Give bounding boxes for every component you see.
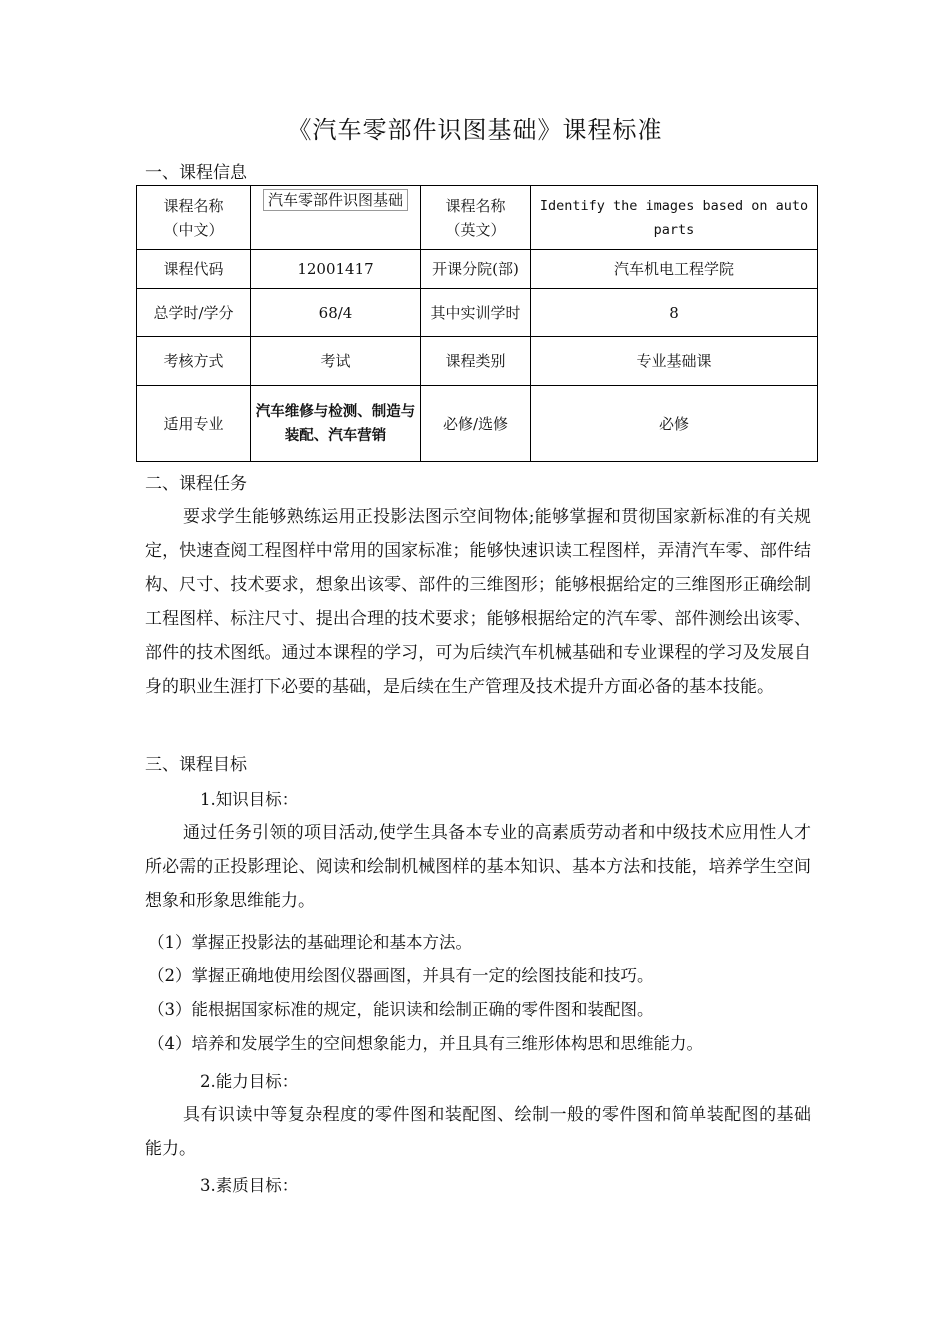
- required-label: 必修/选修: [421, 386, 531, 462]
- exam-value: 考试: [251, 337, 421, 386]
- table-row: [137, 289, 818, 337]
- code-label: 课程代码: [137, 250, 251, 289]
- knowledge-goal-heading: 1.知识目标：: [200, 790, 299, 809]
- practice-label: 其中实训学时: [421, 289, 531, 337]
- ability-goal-paragraph: 具有识读中等复杂程度的零件图和装配图、绘制一般的零件图和简单装配图的基础能力。: [145, 1105, 811, 1159]
- table-row: [137, 186, 818, 250]
- code-value: 12001417: [251, 250, 421, 289]
- name-en-label: 课程名称 （英文）: [421, 186, 531, 250]
- task-paragraph: 要求学生能够熟练运用正投影法图示空间物体;能够掌握和贯彻国家新标准的有关规定，快速查阅工程图样中常用的国家标准；能够快速识读工程图样，弄清汽车零、部件结构、尺寸、技术要求，想象出该零、部件的三维图形；能够根据给定的三维图形正确绘制工程图样、标注尺寸、提出合理的技术要求；能够根据给定的汽车零、部件测绘出该零、部件的技术图纸。通过本课程的学习，可为后续汽车机械基础和专业课程的学习及发展自身的职业生涯打下必要的基础，是后续在生产管理及技术提升方面必备的基本技能。: [145, 507, 811, 697]
- knowledge-goal-paragraph: 通过任务引领的项目活动,使学生具备本专业的高素质劳动者和中级技术应用性人才所必需的正投影理论、阅读和绘制机械图样的基本知识、基本方法和技能，培养学生空间想象和形象思维能力。: [145, 823, 811, 911]
- dept-value: 汽车机电工程学院: [531, 250, 818, 289]
- name-en-value: Identify the images based on auto parts: [531, 186, 818, 250]
- list-item: （4）培养和发展学生的空间想象能力，并且具有三维形体构思和思维能力。: [148, 1034, 703, 1053]
- ability-goal-heading: 2.能力目标：: [200, 1072, 299, 1091]
- page-title: 《汽车零部件识图基础》课程标准: [287, 116, 663, 144]
- table-row: [137, 250, 818, 289]
- practice-value: 8: [531, 289, 818, 337]
- name-cn-cell: [251, 186, 421, 250]
- section-heading-course-info: 一、课程信息: [145, 163, 247, 183]
- course-info-table: [136, 185, 818, 462]
- major-label: 适用专业: [137, 386, 251, 462]
- section-heading-course-task: 二、课程任务: [145, 474, 247, 494]
- name-cn-value: 汽车零部件识图基础: [263, 189, 408, 211]
- table-row: [137, 386, 818, 462]
- quality-goal-heading: 3.素质目标：: [200, 1176, 299, 1195]
- section-heading-course-goals: 三、课程目标: [145, 755, 247, 775]
- major-value: 汽车维修与检测、制造与装配、汽车营销: [251, 386, 421, 462]
- table-row: [137, 337, 818, 386]
- dept-label: 开课分院(部): [421, 250, 531, 289]
- list-item: （1）掌握正投影法的基础理论和基本方法。: [148, 933, 472, 952]
- list-item: （2）掌握正确地使用绘图仪器画图，并具有一定的绘图技能和技巧。: [148, 966, 654, 985]
- hours-label: 总学时/学分: [137, 289, 251, 337]
- type-value: 专业基础课: [531, 337, 818, 386]
- name-cn-label: 课程名称 （中文）: [137, 186, 251, 250]
- type-label: 课程类别: [421, 337, 531, 386]
- list-item: （3）能根据国家标准的规定，能识读和绘制正确的零件图和装配图。: [148, 1000, 654, 1019]
- exam-label: 考核方式: [137, 337, 251, 386]
- hours-value: 68/4: [251, 289, 421, 337]
- required-value: 必修: [531, 386, 818, 462]
